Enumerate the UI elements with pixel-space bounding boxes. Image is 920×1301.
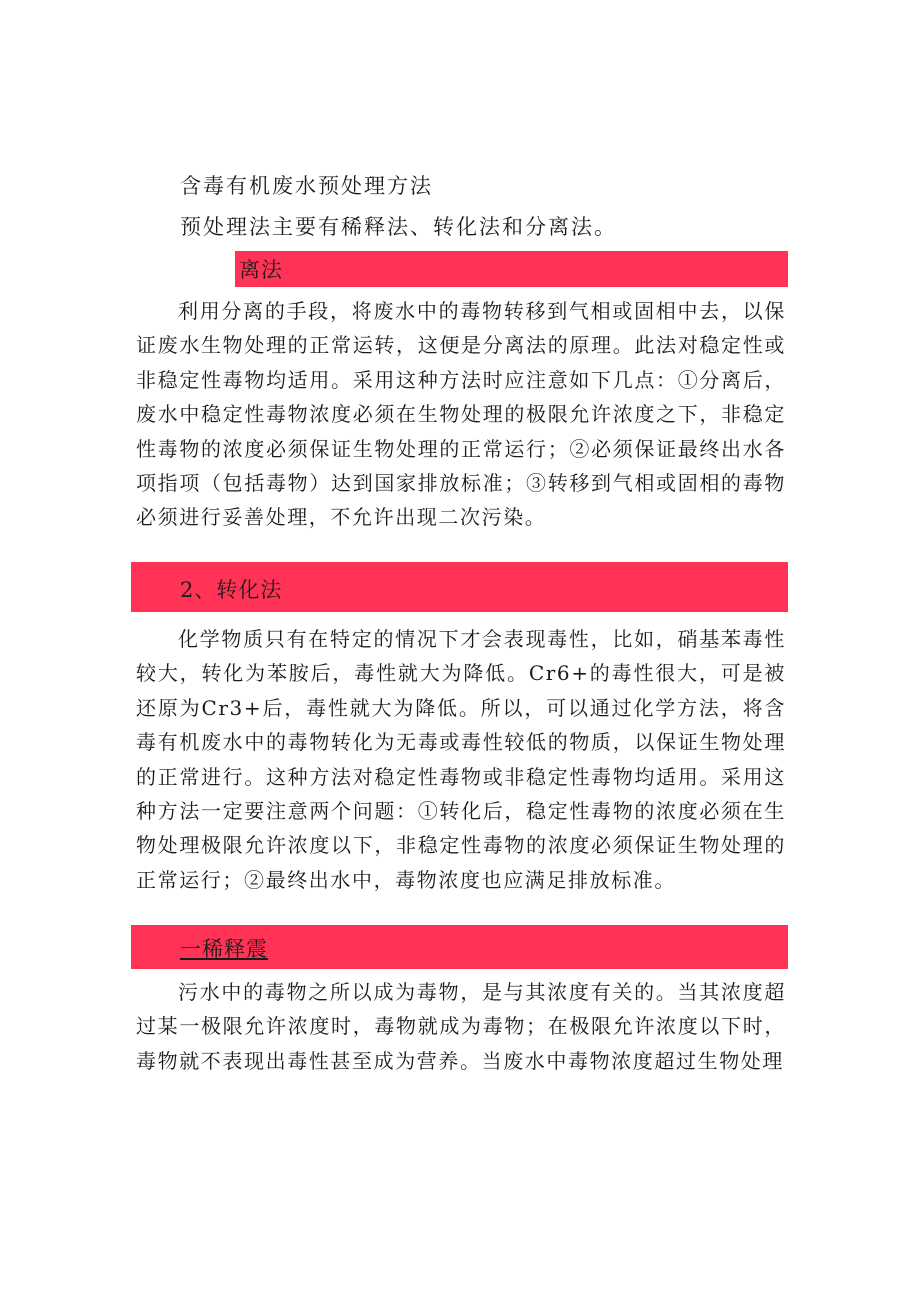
section-body: 化学物质只有在特定的情况下才会表现毒性，比如，硝基苯毒性较大，转化为苯胺后，毒性就大为降低。Cr6+的毒性很大，可是被还原为Cr3+后，毒性就大为降低。所以，可以通过化学方法，将含毒有机废水中的毒物转化为无毒或毒性较低的物质，以保证生物处理的正常进行。这种方法对稳定性毒物或非稳定性毒物均适用。采用这种方法一定要注意两个问题：①转化后，稳定性毒物的浓度必须在生物处理极限允许浓度以下，非稳定性毒物的浓度必须保证生物处理的正常运行；②最终出水中，毒物浓度也应满足排放标准。 <box>136 627 786 892</box>
section-heading: 离法 <box>239 258 283 282</box>
document-title: 含毒有机废水预处理方法 <box>180 174 433 198</box>
section-heading: 2、转化法 <box>180 578 283 602</box>
section-body: 利用分离的手段，将废水中的毒物转移到气相或固相中去，以保证废水生物处理的正常运转，这便是分离法的原理。此法对稳定性或非稳定性毒物均适用。采用这种方法时应注意如下几点：①分离后，废水中稳定性毒物浓度必须在生物处理的极限允许浓度之下，非稳定性毒物的浓度必须保证生物处理的正常运行；②必须保证最终出水各项指项（包括毒物）达到国家排放标准；③转移到气相或固相的毒物必须进行妥善处理，不允许出现二次污染。 <box>136 299 786 530</box>
section-heading: 一稀释震 <box>180 937 268 961</box>
intro-line: 预处理法主要有稀释法、转化法和分离法。 <box>180 215 617 239</box>
section-heading-highlight <box>235 251 788 287</box>
section-body: 污水中的毒物之所以成为毒物，是与其浓度有关的。当其浓度超过某一极限允许浓度时，毒物就成为毒物；在极限允许浓度以下时，毒物就不表现出毒性甚至成为营养。当废水中毒物浓度超过生物处理 <box>136 980 786 1073</box>
